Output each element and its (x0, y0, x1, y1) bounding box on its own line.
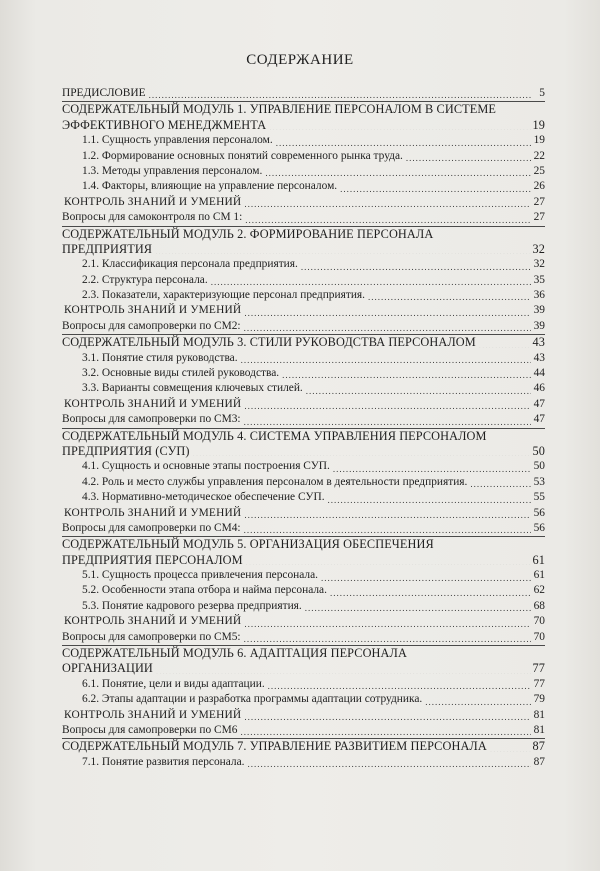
toc-entry-page: 43 (533, 351, 545, 364)
toc-entry-page: 70 (533, 630, 545, 643)
toc-entry-title: 4.2. Роль и место службы управления персоналом в деятельности предприятия. (82, 475, 468, 488)
dot-leader (368, 290, 531, 300)
dot-leader (328, 493, 531, 503)
dot-leader (246, 555, 531, 565)
toc-entry (62, 490, 545, 505)
toc-entry-page: 19 (532, 117, 545, 132)
toc-entry-title: ПРЕДПРИЯТИЯ ПЕРСОНАЛОМ (62, 552, 243, 567)
toc-entry (62, 614, 545, 629)
toc-entry (62, 661, 545, 676)
toc-entry (62, 568, 545, 583)
toc-entry (62, 536, 545, 552)
toc-entry-title: Вопросы для самопроверки по СМ2: (62, 319, 241, 332)
toc-entry (62, 381, 545, 396)
toc-entry-title: 3.2. Основные виды стилей руководства. (82, 367, 280, 380)
toc-entry-title: 1.3. Методы управления персоналом. (82, 164, 263, 177)
toc-entry-page: 22 (533, 149, 545, 162)
dot-leader (155, 244, 530, 254)
toc-entry-title: 5.2. Особенности этапа отбора и найма персонала. (82, 584, 327, 597)
toc-entry (62, 755, 545, 770)
dot-leader (244, 710, 531, 720)
toc-entry-title: Вопросы для самопроверки по СМ4: (62, 521, 241, 534)
toc-entry (62, 645, 545, 661)
toc-entry-title: СОДЕРЖАТЕЛЬНЫЙ МОДУЛЬ 3. СТИЛИ РУКОВОДСТВА ПЕРСОНАЛОМ (62, 335, 476, 350)
dot-leader (244, 415, 531, 425)
dot-leader (306, 384, 531, 394)
toc-entry-title: СОДЕРЖАТЕЛЬНЫЙ МОДУЛЬ 1. УПРАВЛЕНИЕ ПЕРСОНАЛОМ В СИСТЕМЕ (62, 102, 496, 117)
toc-entry-title: 2.3. Показатели, характеризующие персонал предприятия. (82, 289, 365, 302)
toc-entry-title: ПРЕДИСЛОВИЕ (62, 86, 146, 99)
toc-entry-page: 19 (533, 134, 545, 147)
toc-entry (62, 723, 545, 738)
toc-entry-title: 7.1. Понятие развития персонала. (82, 755, 245, 768)
dot-leader (244, 617, 531, 627)
dot-leader (301, 260, 531, 270)
toc-entry-page: 87 (533, 755, 545, 768)
dot-leader (244, 197, 531, 207)
toc-entry-title: 6.2. Этапы адаптации и разработка программы адаптации сотрудника. (82, 693, 423, 706)
toc-entry (62, 257, 545, 272)
toc-entry-title: 4.3. Нормативно-методическое обеспечение СУП. (82, 491, 325, 504)
dot-leader (490, 742, 531, 752)
dot-leader (268, 679, 531, 689)
toc-entry-title: Вопросы для самопроверки по СМ6 (62, 724, 238, 736)
dot-leader (240, 725, 531, 735)
dot-leader (211, 275, 531, 285)
dot-leader (244, 508, 531, 518)
dot-leader (244, 306, 531, 316)
toc-entry (62, 351, 545, 366)
toc-entry-title: СОДЕРЖАТЕЛЬНЫЙ МОДУЛЬ 5. ОРГАНИЗАЦИЯ ОБЕСПЕЧЕНИЯ (62, 537, 434, 552)
toc-entry-page: 77 (533, 677, 545, 690)
toc-entry-page: 27 (533, 195, 545, 208)
toc-entry-page: 62 (533, 584, 545, 597)
toc-entry-page: 53 (533, 475, 545, 488)
dot-leader (406, 151, 531, 161)
toc-entry-page: 46 (533, 382, 545, 395)
dot-leader (282, 368, 531, 378)
toc-entry (62, 273, 545, 288)
toc-entry-title: СОДЕРЖАТЕЛЬНЫЙ МОДУЛЬ 6. АДАПТАЦИЯ ПЕРСОНАЛА (62, 646, 407, 661)
toc-entry-page: 25 (533, 164, 545, 177)
table-of-contents (62, 86, 545, 770)
toc-entry (62, 412, 545, 427)
toc-entry-title: КОНТРОЛЬ ЗНАНИЙ И УМЕНИЙ (64, 506, 242, 519)
toc-entry (62, 210, 545, 225)
toc-entry-title: Вопросы для самопроверки по СМ5: (62, 630, 241, 643)
dot-leader (244, 399, 531, 409)
toc-entry (62, 630, 545, 645)
toc-entry-title: КОНТРОЛЬ ЗНАНИЙ И УМЕНИЙ (64, 195, 242, 208)
dot-leader (276, 136, 531, 146)
toc-entry (62, 506, 545, 521)
toc-entry-page: 55 (533, 491, 545, 504)
toc-entry-title: 3.3. Варианты совмещения ключевых стилей. (82, 382, 303, 395)
toc-entry-title: КОНТРОЛЬ ЗНАНИЙ И УМЕНИЙ (64, 708, 242, 721)
toc-entry-page: 26 (533, 180, 545, 193)
toc-entry (62, 397, 545, 412)
toc-entry-page: 87 (532, 739, 545, 754)
toc-entry (62, 195, 545, 210)
dot-leader (470, 477, 531, 487)
toc-entry-page: 36 (533, 289, 545, 302)
toc-entry (62, 101, 545, 117)
toc-entry-title: 1.1. Сущность управления персоналом. (82, 134, 273, 147)
dot-leader (333, 462, 531, 472)
toc-entry-page: 27 (533, 211, 545, 224)
toc-entry-title: 2.2. Структура персонала. (82, 273, 208, 286)
toc-entry-title: ПРЕДПРИЯТИЯ (62, 241, 153, 256)
toc-entry (62, 366, 545, 381)
toc-entry-page: 61 (532, 552, 545, 567)
toc-entry-title: 5.1. Сущность процесса привлечения персонала. (82, 569, 319, 582)
toc-entry-page: 5 (539, 86, 545, 99)
toc-entry (62, 319, 545, 334)
toc-entry (62, 599, 545, 614)
toc-entry (62, 242, 545, 257)
toc-entry (62, 86, 545, 101)
toc-entry-page: 44 (533, 367, 545, 380)
toc-entry-page: 32 (532, 241, 545, 256)
toc-entry-page: 81 (533, 724, 545, 736)
dot-leader (248, 757, 532, 767)
toc-entry-title: 5.3. Понятие кадрового резерва предприятия. (82, 599, 302, 612)
toc-entry-title: 2.1. Классификация персонала предприятия. (82, 258, 298, 271)
toc-entry-page: 35 (533, 273, 545, 286)
toc-entry (62, 521, 545, 536)
toc-entry-title: СОДЕРЖАТЕЛЬНЫЙ МОДУЛЬ 7. УПРАВЛЕНИЕ РАЗВИТИЕМ ПЕРСОНАЛА (62, 739, 487, 754)
dot-leader (330, 586, 531, 596)
toc-entry-page: 50 (532, 443, 545, 458)
toc-entry-title: 1.2. Формирование основных понятий современного рынка труда. (82, 149, 403, 162)
toc-entry-title: 3.1. Понятие стиля руководства. (82, 351, 238, 364)
toc-entry (62, 133, 545, 148)
dot-leader (321, 571, 531, 581)
toc-entry-title: ОРГАНИЗАЦИИ (62, 661, 153, 676)
toc-entry-title: КОНТРОЛЬ ЗНАНИЙ И УМЕНИЙ (64, 397, 242, 410)
dot-leader (265, 166, 531, 176)
toc-entry-title: СОДЕРЖАТЕЛЬНЫЙ МОДУЛЬ 2. ФОРМИРОВАНИЕ ПЕРСОНАЛА (62, 226, 434, 241)
toc-entry (62, 459, 545, 474)
toc-entry (62, 444, 545, 459)
toc-entry-page: 68 (533, 599, 545, 612)
dot-leader (425, 695, 531, 705)
toc-entry-title: КОНТРОЛЬ ЗНАНИЙ И УМЕНИЙ (64, 304, 242, 317)
toc-entry-title: 6.1. Понятие, цели и виды адаптации. (82, 677, 265, 690)
toc-entry-page: 56 (533, 521, 545, 534)
toc-entry-page: 79 (533, 693, 545, 706)
toc-entry-page: 47 (533, 413, 545, 426)
toc-entry (62, 226, 545, 242)
dot-leader (156, 664, 531, 674)
toc-entry (62, 164, 545, 179)
toc-entry-title: 4.1. Сущность и основные этапы построения СУП. (82, 460, 330, 473)
toc-entry-title: КОНТРОЛЬ ЗНАНИЙ И УМЕНИЙ (64, 615, 242, 628)
dot-leader (193, 446, 531, 456)
toc-entry (62, 118, 545, 133)
toc-entry (62, 303, 545, 318)
toc-entry-page: 77 (532, 661, 545, 676)
toc-entry (62, 553, 545, 568)
dot-leader (244, 632, 531, 642)
toc-entry-page: 70 (533, 615, 545, 628)
dot-leader (244, 523, 531, 533)
dot-leader (149, 88, 531, 98)
toc-entry-page: 39 (533, 304, 545, 317)
toc-entry-page: 32 (533, 258, 545, 271)
toc-entry-page: 47 (533, 397, 545, 410)
toc-entry (62, 179, 545, 194)
page-title: СОДЕРЖАНИЕ (246, 52, 354, 68)
toc-entry-page: 61 (533, 569, 545, 582)
toc-entry-page: 81 (533, 708, 545, 721)
toc-entry-title: Вопросы для самопроверки по СМ3: (62, 413, 241, 426)
toc-entry (62, 584, 545, 599)
toc-entry (62, 334, 545, 350)
toc-entry-page: 43 (532, 335, 545, 350)
dot-leader (244, 321, 531, 331)
toc-entry-title: 1.4. Факторы, влияющие на управление персоналом. (82, 180, 338, 193)
toc-entry (62, 738, 545, 754)
toc-entry-title: СОДЕРЖАТЕЛЬНЫЙ МОДУЛЬ 4. СИСТЕМА УПРАВЛЕНИЯ ПЕРСОНАЛОМ (62, 428, 487, 443)
toc-entry (62, 149, 545, 164)
toc-entry-page: 50 (533, 460, 545, 473)
toc-entry (62, 288, 545, 303)
toc-entry (62, 677, 545, 692)
dot-leader (245, 213, 531, 223)
toc-entry (62, 428, 545, 444)
toc-entry (62, 475, 545, 490)
toc-entry-title: ЭФФЕКТИВНОГО МЕНЕДЖМЕНТА (62, 117, 267, 132)
toc-entry-title: Вопросы для самоконтроля по СМ 1: (62, 211, 243, 224)
toc-entry-page: 39 (533, 319, 545, 332)
dot-leader (241, 353, 531, 363)
toc-entry (62, 708, 545, 723)
toc-entry (62, 692, 545, 707)
dot-leader (479, 338, 531, 348)
dot-leader (305, 601, 531, 611)
toc-entry-page: 56 (533, 506, 545, 519)
dot-leader (269, 120, 530, 130)
dot-leader (340, 182, 531, 192)
toc-entry-title: ПРЕДПРИЯТИЯ (СУП) (62, 443, 190, 458)
